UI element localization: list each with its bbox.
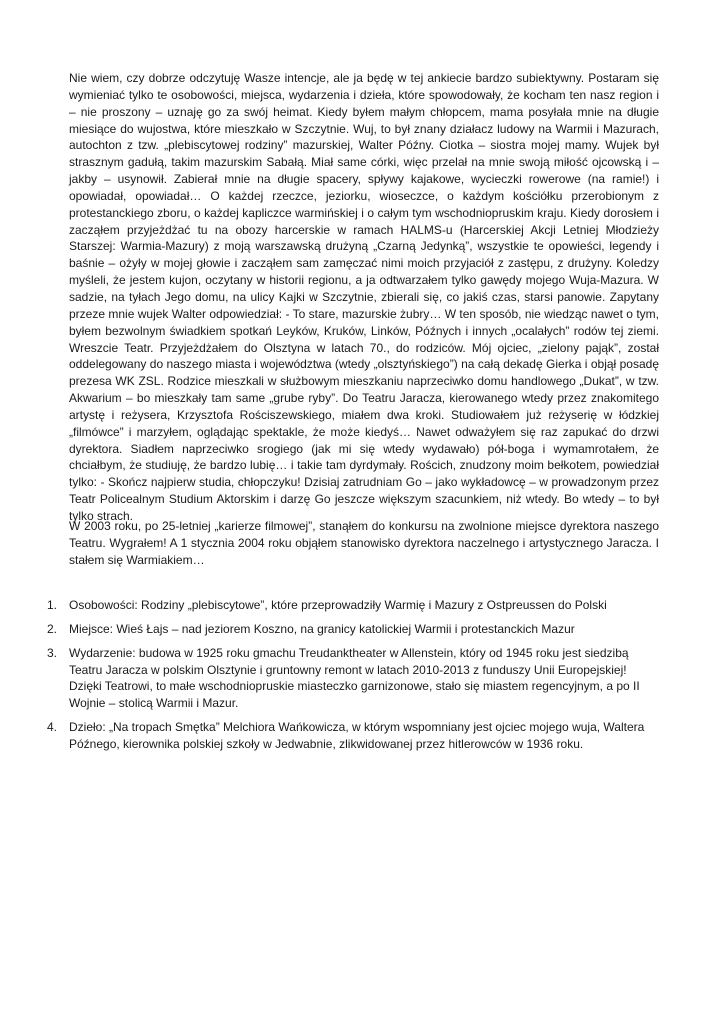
list-item-1 xyxy=(47,597,659,614)
list-item-3 xyxy=(47,645,659,712)
list-item-number: 1. xyxy=(47,598,58,612)
list-item-text: Miejsce: Wieś Łajs – nad jeziorem Koszno, na granicy katolickiej Warmii i protestanckich Mazur xyxy=(69,621,575,636)
body-paragraph-1: Nie wiem, czy dobrze odczytuję Wasze intencje, ale ja będę w tej ankiecie bardzo subiektywny. Postaram się wymieniać tylko te osobowości, miejsca, wydarzenia i dzieła, które spowodowały, że kocham ten nasz region i – nie proszony – uznaję go za swój heimat. Kiedy byłem małym chłopcem, mama posyłała mnie na długie miesiące do wujostwa, które mieszkało w Szczytnie. Wuj, to był znany działacz ludowy na Warmii i Mazurach, autochton z tzw. „plebiscytowej rodziny” mazurskiej, Walter Późny. Ciotka – siostra mojej mamy. Wujek był strasznym gadułą, takim mazurskim Sabałą. Miał same córki, więc przelał na mnie swoją miłość ojcowską i – jakby – usynowił. Zabierał mnie na długie spacery, spływy kajakowe, wycieczki rowerowe (na ramie!) i opowiadał, opowiadał… O każdej rzeczce, jeziorku, wioseczce, o każdym kościółku przerobionym z protestanckiego zboru, o każdej kapliczce warmińskiej i o całym tym wschodniopruskim kraju. Kiedy dorosłem i zacząłem przyjeżdżać tu na obozy harcerskie w ramach HALMS-u (Harcerskiej Akcji Letniej Młodzieży Starszej: Warmia-Mazury) z moją warszawską drużyną „Czarną Jedynką”, wszystkie te opowieści, legendy i baśnie – ożyły w mojej głowie i zacząłem sam zamęczać nimi moich przyjaciół z zastępu, z drużyny. Koledzy myśleli, że jestem kujon, oczytany w historii regionu, a ja odtwarzałem tylko gawędy mojego Wuja-Mazura. W sadzie, na tyłach Jego domu, na ulicy Kajki w Szczytnie, zbierali się, co jakiś czas, starsi panowie. Zapytany przeze mnie wujek Walter odpowiedział: - To stare, mazurskie żubry… W ten sposób, nie wiedząc nawet o tym, byłem bezwolnym świadkiem spotkań Leyków, Kruków, Linków, Późnych i innych „ocalałych” rodów tej ziemi. Wreszcie Teatr. Przyjeżdżałem do Olsztyna w latach 70., do rodziców. Mój ojciec, „zielony pająk”, został oddelegowany do naszego miasta i województwa (wtedy „olsztyńskiego”) na całą dekadę Gierka i objął posadę prezesa WK ZSL. Rodzice mieszkali w służbowym mieszkaniu naprzeciwko domu handlowego „Dukat”, w tzw. Akwarium – bo mieszkały tam same „grube ryby”. Do Teatru Jaracza, kierowanego wtedy przez znakomitego artystę i reżysera, Krzysztofa Rościszewskiego, miałem dwa kroki. Studiowałem już reżyserię w łódzkiej „filmówce” i marzyłem, oglądając spektakle, że może kiedyś… Nawet odważyłem się raz zapukać do drzwi dyrektora. Siadłem naprzeciwko srogiego (jak mi się wtedy wydawało) pół-boga i wymamrotałem, że chciałbym, że studiuję, że bardzo lubię… i takie tam dyrdymały. Rościch, znudzony moim bełkotem, powiedział tylko: - Skończ najpierw studia, chłopczyku! Dzisiaj zatrudniam Go – jako wykładowcę – w prowadzonym przez Teatr Policealnym Studium Aktorskim i darzę Go jeszcze większym szacunkiem, niż wtedy. Bo wtedy – to był tylko strach. xyxy=(69,71,659,523)
list-item-number: 2. xyxy=(47,621,58,636)
list-item-2 xyxy=(47,621,659,638)
list-item-number: 3. xyxy=(47,645,58,660)
list-item-text: Osobowości: Rodziny „plebiscytowe”, które przeprowadziły Warmię i Mazury z Ostpreussen do Polski xyxy=(69,598,607,612)
list-item-number: 4. xyxy=(47,720,58,735)
numbered-list xyxy=(47,597,659,760)
body-paragraph-2: W 2003 roku, po 25-letniej „karierze filmowej”, stanąłem do konkursu na zwolnione miejsce dyrektora naszego Teatru. Wygrałem! A 1 stycznia 2004 roku objąłem stanowisko dyrektora naczelnego i artystycznego Jaracza. I stałem się Warmiakiem… xyxy=(69,519,659,567)
list-item-4 xyxy=(47,719,659,753)
list-item-text: Wydarzenie: budowa w 1925 roku gmachu Treudanktheater w Allenstein, który od 1945 roku jest siedzibą Teatru Jaracza w polskim Olsztynie i gruntowny remont w latach 2010-2013 z funduszy Unii Europejskiej! Dzięki Teatrowi, to małe wschodniopruskie miasteczko garnizonowe, stało się miastem regencyjnym, a po II Wojnie – stolicą Warmii i Mazur. xyxy=(69,645,640,711)
list-item-text: Dzieło: „Na tropach Smętka” Melchiora Wańkowicza, w którym wspomniany jest ojciec mojego wuja, Waltera Późnego, kierownika polskiej szkoły w Jedwabnie, zlikwidowanej przez hitlerowców w 1936 roku. xyxy=(69,720,645,751)
